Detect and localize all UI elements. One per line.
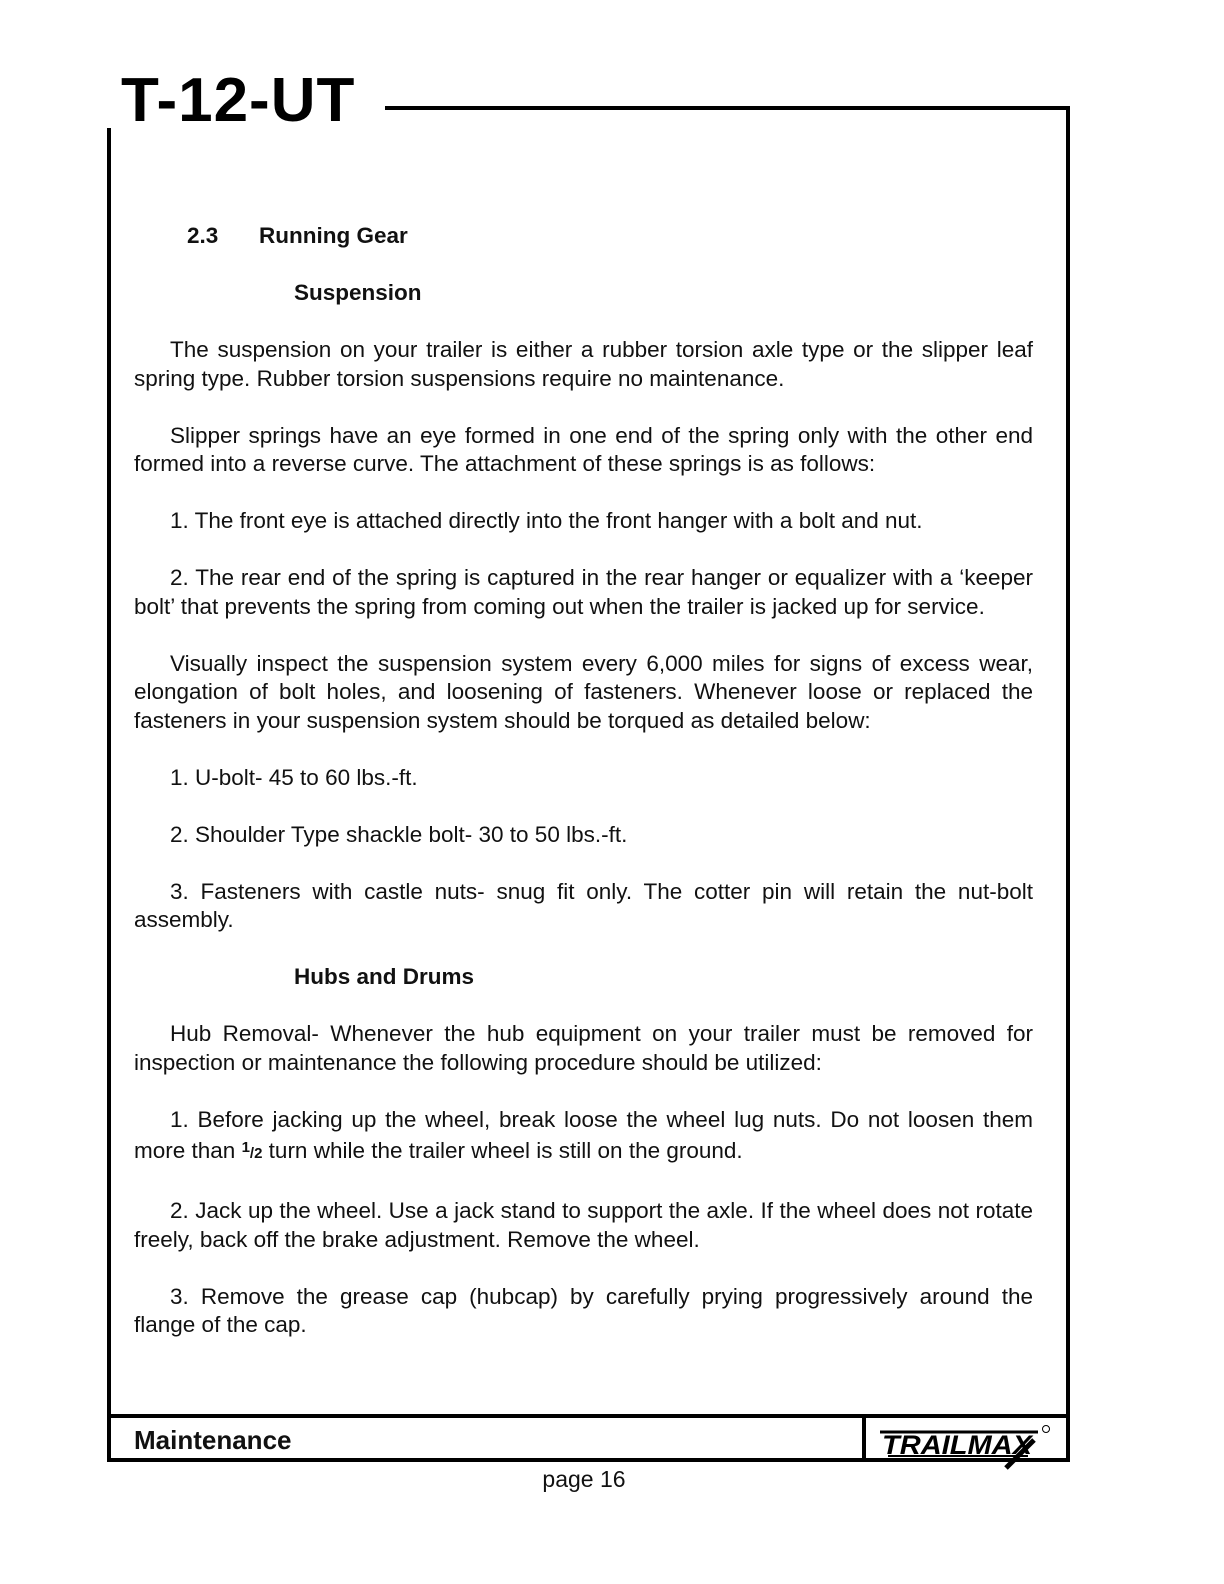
list-item-hub-step-1 — [134, 1106, 1033, 1169]
svg-text:TRAILMAX: TRAILMAX — [882, 1430, 1035, 1460]
list-item-torque-3: 3. Fasteners with castle nuts- snug fit only. The cotter pin will retain the nut-bolt assembly. — [134, 878, 1033, 932]
frame-right-rule — [1066, 106, 1070, 1462]
document-model-title: T-12-UT — [121, 70, 369, 132]
section-title: Running Gear — [259, 223, 408, 248]
list-item-hub-step-3: 3. Remove the grease cap (hubcap) by carefully prying progressively around the flange of the cap. — [134, 1283, 1033, 1337]
footer-top-rule — [107, 1414, 1070, 1418]
paragraph-inspection: Visually inspect the suspension system every 6,000 miles for signs of excess wear, elongation of bolt holes, and loosening of fasteners. Whenever loose or replaced the fasteners in your suspension system should be torqued as detailed below: — [134, 650, 1033, 733]
half-fraction: $^1$/2 — [241, 1139, 263, 1162]
subheading-suspension: Suspension — [294, 280, 422, 305]
hub-step-1-text-end: turn while the trailer wheel is still on the ground. — [262, 1138, 743, 1163]
trailmax-logo — [878, 1420, 1054, 1470]
subheading-hubs-drums: Hubs and Drums — [294, 964, 475, 989]
list-item-torque-1: 1. U-bolt- 45 to 60 lbs.-ft. — [170, 764, 418, 790]
list-item-attach-2: 2. The rear end of the spring is captured in the rear hanger or equalizer with a ‘keeper bolt’ that prevents the spring from coming out when the trailer is jacked up for service. — [134, 565, 1033, 619]
list-item-hub-step-2: 2. Jack up the wheel. Use a jack stand to support the axle. If the wheel does not rotate freely, back off the brake adjustment. Remove the wheel. — [134, 1198, 1033, 1252]
hub-step-1-text: 1. Before jacking up the wheel, break loose the wheel lug nuts. Do not loosen them more than — [134, 1106, 1033, 1163]
list-item-torque-2: 2. Shoulder Type shackle bolt- 30 to 50 lbs.-ft. — [170, 821, 628, 847]
page-number: page 16 — [542, 1466, 626, 1492]
list-item-attach-1: 1. The front eye is attached directly into the front hanger with a bolt and nut. — [170, 508, 923, 533]
section-heading — [134, 222, 1033, 251]
frame-top-rule — [385, 106, 1070, 110]
paragraph-suspension-intro: The suspension on your trailer is either a rubber torsion axle type or the slipper leaf spring type. Rubber torsion suspensions require no maintenance. — [134, 337, 1033, 391]
paragraph-slipper-springs: Slipper springs have an eye formed in one end of the spring only with the other end formed into a reverse curve. The attachment of these springs is as follows: — [134, 422, 1033, 476]
footer-section-label: Maintenance — [134, 1425, 292, 1455]
footer-divider — [862, 1414, 866, 1462]
page-content — [134, 222, 1033, 1368]
section-number: 2.3 — [187, 223, 219, 248]
frame-left-rule — [107, 128, 111, 1462]
paragraph-hub-removal: Hub Removal- Whenever the hub equipment on your trailer must be removed for inspection or maintenance the following procedure should be utilized: — [134, 1021, 1033, 1075]
